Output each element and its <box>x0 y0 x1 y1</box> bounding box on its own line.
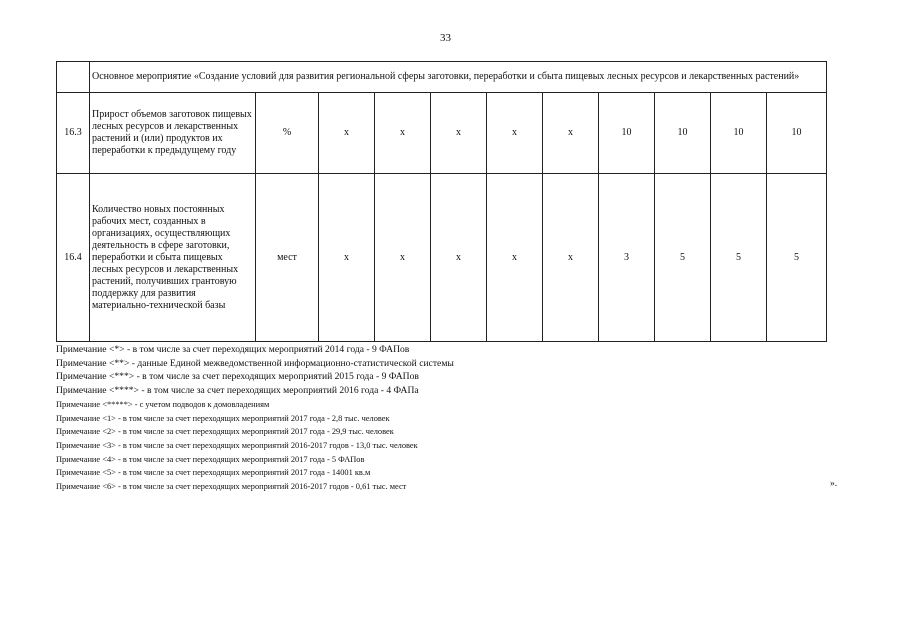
value-cell: 10 <box>711 93 767 174</box>
unit-cell: % <box>256 93 319 174</box>
value-cell: 3 <box>599 174 655 342</box>
value-cell: 10 <box>655 93 711 174</box>
note-line: Примечание <****> - в том числе за счет переходящих мероприятий 2016 года - 4 ФАПа <box>56 385 419 397</box>
note-line: Примечание <3> - в том числе за счет переходящих мероприятий 2016-2017 годов - 13,0 тыс. человек <box>56 440 418 450</box>
note-line: Примечание <6> - в том числе за счет переходящих мероприятий 2016-2017 годов - 0,61 тыс. мест <box>56 482 407 492</box>
value-cell: 5 <box>655 174 711 342</box>
value-cell: x <box>319 93 375 174</box>
unit-cell: мест <box>256 174 319 342</box>
section-num-cell <box>57 62 90 93</box>
value-cell: x <box>431 93 487 174</box>
row-number: 16.3 <box>57 93 90 174</box>
note-line: Примечание <4> - в том числе за счет переходящих мероприятий 2017 года - 5 ФАПов <box>56 454 365 464</box>
note-line: Примечание <*> - в том числе за счет переходящих мероприятий 2014 года - 9 ФАПов <box>56 344 410 355</box>
row-number: 16.4 <box>57 174 90 342</box>
indicator-name: Прирост объемов заготовок пищевых лесных ресурсов и лекарственных растений и (или) продуктов их переработки к предыдущему году <box>90 93 256 174</box>
note-line: Примечание <1> - в том числе за счет переходящих мероприятий 2017 года - 2,8 тыс. человек <box>56 413 390 423</box>
value-cell: x <box>431 174 487 342</box>
value-cell: x <box>375 93 431 174</box>
page-number: 33 <box>440 32 451 44</box>
value-cell: 10 <box>599 93 655 174</box>
indicator-name: Количество новых постоянных рабочих мест, созданных в организациях, осуществляющих деятельность в сфере заготовки, переработки и сбыта пищевых лесных ресурсов и лекарственных растений, получивших грантовую поддержку для развития материально-технической базы <box>90 174 256 342</box>
note-line: Примечание <*****> - с учетом подводов к домовладениям <box>56 399 270 409</box>
value-cell: x <box>375 174 431 342</box>
notes-block <box>56 343 836 494</box>
note-line: Примечание <***> - в том числе за счет переходящих мероприятий 2015 года - 9 ФАПов <box>56 371 419 383</box>
value-cell: x <box>487 93 543 174</box>
value-cell: x <box>543 174 599 342</box>
section-row <box>57 62 827 93</box>
table-row <box>57 93 827 174</box>
section-title: Основное мероприятие «Создание условий для развития региональной сферы заготовки, переработки и сбыта пищевых лесных ресурсов и лекарственных растений» <box>90 62 827 93</box>
value-cell: x <box>319 174 375 342</box>
value-cell: 5 <box>767 174 827 342</box>
note-line: Примечание <2> - в том числе за счет переходящих мероприятий 2017 года - 29,9 тыс. человек <box>56 427 394 437</box>
value-cell: x <box>543 93 599 174</box>
note-line: Примечание <5> - в том числе за счет переходящих мероприятий 2017 года - 14001 кв.м <box>56 468 371 478</box>
table-row <box>57 174 827 342</box>
closing-quote-mark: ». <box>830 478 838 489</box>
value-cell: 5 <box>711 174 767 342</box>
indicators-table <box>56 61 827 342</box>
value-cell: 10 <box>767 93 827 174</box>
value-cell: x <box>487 174 543 342</box>
note-line: Примечание <**> - данные Единой межведомственной информационно-статистической системы <box>56 357 454 369</box>
